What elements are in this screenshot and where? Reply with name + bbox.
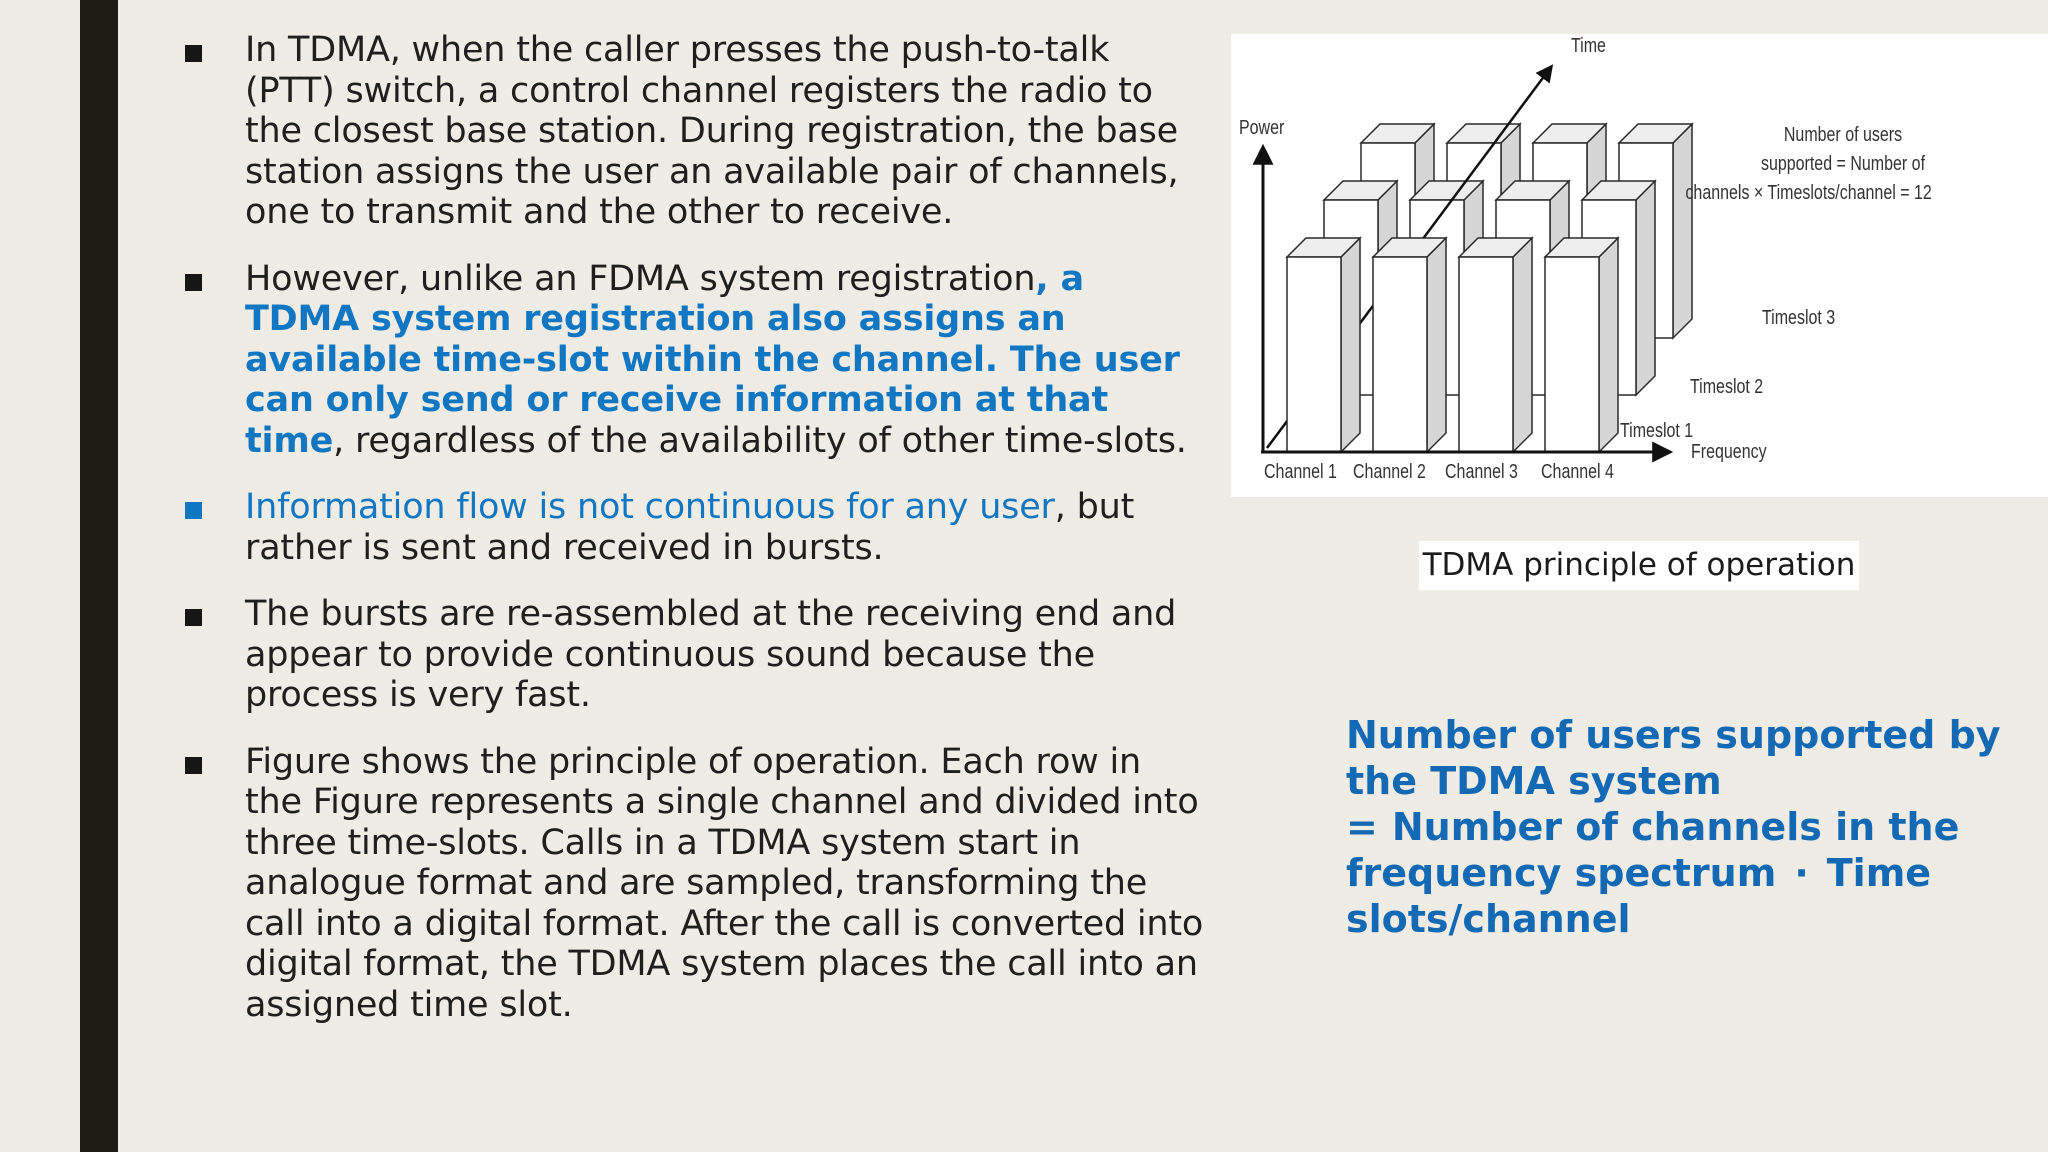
capacity-note-line2: supported = Number of [1760,152,1926,175]
bullet-text: The bursts are re-assembled at the receiving end and appear to provide continuous sound because the process is very fast. [245,594,1177,715]
bullet-highlight: , a TDMA system registration also assigns an available time-slot within the channel. The user can only send or receive information at that time [245,258,1180,461]
bullet-item-5 [178,742,1208,1026]
bar-channel-2-timeslot-1 [1373,238,1446,452]
bullet-text: In TDMA, when the caller presses the push-to-talk (PTT) switch, a control channel registers the radio to the closest base station. During registration, the base station assigns the user an available pair of channels, one to transmit and the other to receive. [245,30,1179,232]
square-bullet-icon [185,609,202,626]
figure-caption: TDMA principle of operation [1419,541,1859,590]
bar-channel-1-timeslot-1 [1287,238,1360,452]
bullet-text: Figure shows the principle of operation. Each row in the Figure represents a single channel and divided into three time-slots. Calls in a TDMA system start in analogue format and are sampled, transforming the call into a digital format. After the call is converted into digital format, the TDMA system places the call into an assigned time slot. [245,741,1204,1025]
bullet-text-tail: , but rather is sent and received in bursts. [245,487,1135,568]
bullet-item-3 [178,487,1208,568]
timeslot-label-3: Timeslot 3 [1762,306,1836,329]
square-bullet-icon [185,274,202,291]
capacity-note-line3: channels × Timeslots/channel = 12 [1685,181,1932,204]
axis-label-time: Time [1571,34,1606,57]
channel-label-2: Channel 2 [1353,460,1426,483]
bullet-highlight: Information flow is not continuous for any user [245,487,1055,527]
equals-sign: = [1346,805,1378,849]
formula-term-channels: Number of channels in the frequency spectrum [1346,805,1960,895]
bullet-list [178,30,1208,1051]
square-bullet-icon [185,45,202,62]
timeslot-label-2: Timeslot 2 [1690,375,1764,398]
timeslot-label-1: Timeslot 1 [1620,419,1694,442]
square-bullet-icon [185,757,202,774]
bullet-text: However, unlike an FDMA system registration [245,258,1036,299]
formula-line-2 [1346,804,2036,942]
bar-channel-3-timeslot-1 [1459,238,1532,452]
capacity-note-line1: Number of users [1783,123,1903,146]
multiply-dot: · [1794,851,1809,895]
bullet-item-2 [178,259,1208,462]
bullet-text-tail: , regardless of the availability of other time-slots. [333,420,1187,461]
capacity-formula [1346,712,2036,942]
square-bullet-icon [185,502,202,519]
formula-line-1: Number of users supported by the TDMA system [1346,713,2001,803]
channel-label-1: Channel 1 [1264,460,1337,483]
bar-channel-4-timeslot-1 [1545,238,1618,452]
tdma-diagram [1231,34,2048,497]
axis-label-frequency: Frequency [1691,440,1767,463]
channel-label-4: Channel 4 [1541,460,1614,483]
formula-term-timeslots: Time slots/channel [1346,851,1932,941]
bullet-item-4 [178,594,1208,716]
bullet-item-1 [178,30,1208,233]
left-accent-bar [80,0,118,1152]
axis-label-power: Power [1239,116,1285,139]
channel-label-3: Channel 3 [1445,460,1518,483]
